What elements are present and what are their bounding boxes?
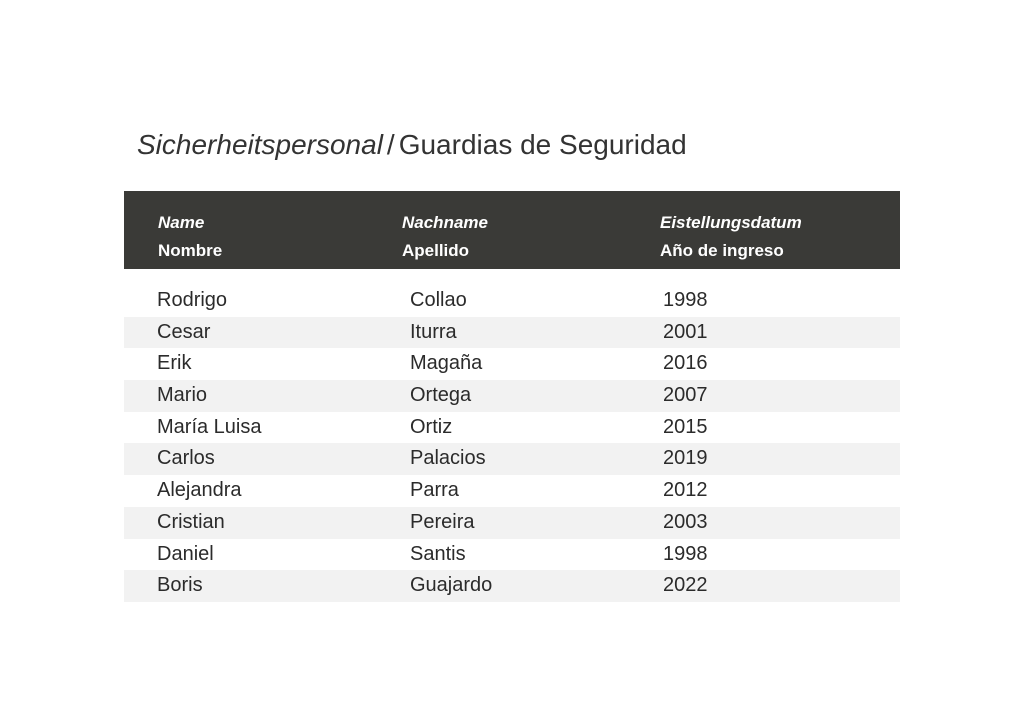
page-title xyxy=(137,127,687,163)
header-label-es: Año de ingreso xyxy=(660,241,784,260)
cell-last-name: Magaña xyxy=(410,352,483,375)
cell-first-name: Erik xyxy=(157,352,192,375)
cell-year: 2012 xyxy=(663,479,708,502)
cell-year: 2016 xyxy=(663,352,708,375)
cell-first-name: Cesar xyxy=(157,320,211,343)
cell-last-name: Santis xyxy=(410,542,466,565)
header-first-name xyxy=(158,209,222,265)
header-label-de: Nachname xyxy=(402,213,488,232)
table-row xyxy=(124,412,900,444)
table-row xyxy=(124,570,900,602)
cell-first-name: Daniel xyxy=(157,542,214,565)
cell-first-name: Alejandra xyxy=(157,479,242,502)
cell-first-name: Carlos xyxy=(157,447,215,470)
cell-last-name: Ortega xyxy=(410,384,472,407)
header-label-es: Nombre xyxy=(158,241,223,260)
cell-first-name: Rodrigo xyxy=(157,289,228,311)
cell-first-name: María Luisa xyxy=(157,415,262,438)
cell-first-name: Mario xyxy=(157,384,208,407)
cell-last-name: Collao xyxy=(410,289,467,311)
cell-last-name: Guajardo xyxy=(410,574,493,597)
header-label-de: Name xyxy=(158,213,205,232)
cell-last-name: Palacios xyxy=(410,447,486,470)
staff-table xyxy=(124,191,900,602)
cell-year: 2003 xyxy=(663,510,708,533)
cell-last-name: Parra xyxy=(410,479,459,502)
table-row xyxy=(124,443,900,475)
table-row xyxy=(124,380,900,412)
header-label-de: Eistellungsdatum xyxy=(660,213,802,232)
table-row xyxy=(124,539,900,571)
cell-year: 2001 xyxy=(663,320,708,343)
title-german: Sicherheitspersonal xyxy=(137,129,383,160)
table-row xyxy=(124,507,900,539)
table-row xyxy=(124,475,900,507)
cell-year: 2022 xyxy=(663,574,708,597)
header-hire-date xyxy=(660,209,802,265)
cell-year: 1998 xyxy=(663,542,708,565)
header-last-name xyxy=(402,209,488,265)
table-row xyxy=(124,317,900,349)
table-row xyxy=(124,285,900,317)
table-row xyxy=(124,348,900,380)
cell-year: 2019 xyxy=(663,447,708,470)
cell-first-name: Cristian xyxy=(157,510,225,533)
title-spanish: Guardias de Seguridad xyxy=(398,129,687,160)
cell-year: 1998 xyxy=(663,289,708,311)
header-label-es: Apellido xyxy=(402,241,470,260)
cell-last-name: Pereira xyxy=(410,510,475,533)
cell-year: 2007 xyxy=(663,384,708,407)
cell-first-name: Boris xyxy=(157,574,203,597)
cell-year: 2015 xyxy=(663,415,708,438)
cell-last-name: Iturra xyxy=(410,320,457,343)
title-separator: / xyxy=(386,129,395,160)
table-header xyxy=(124,191,900,269)
table-body xyxy=(124,285,900,602)
cell-last-name: Ortiz xyxy=(410,415,453,438)
